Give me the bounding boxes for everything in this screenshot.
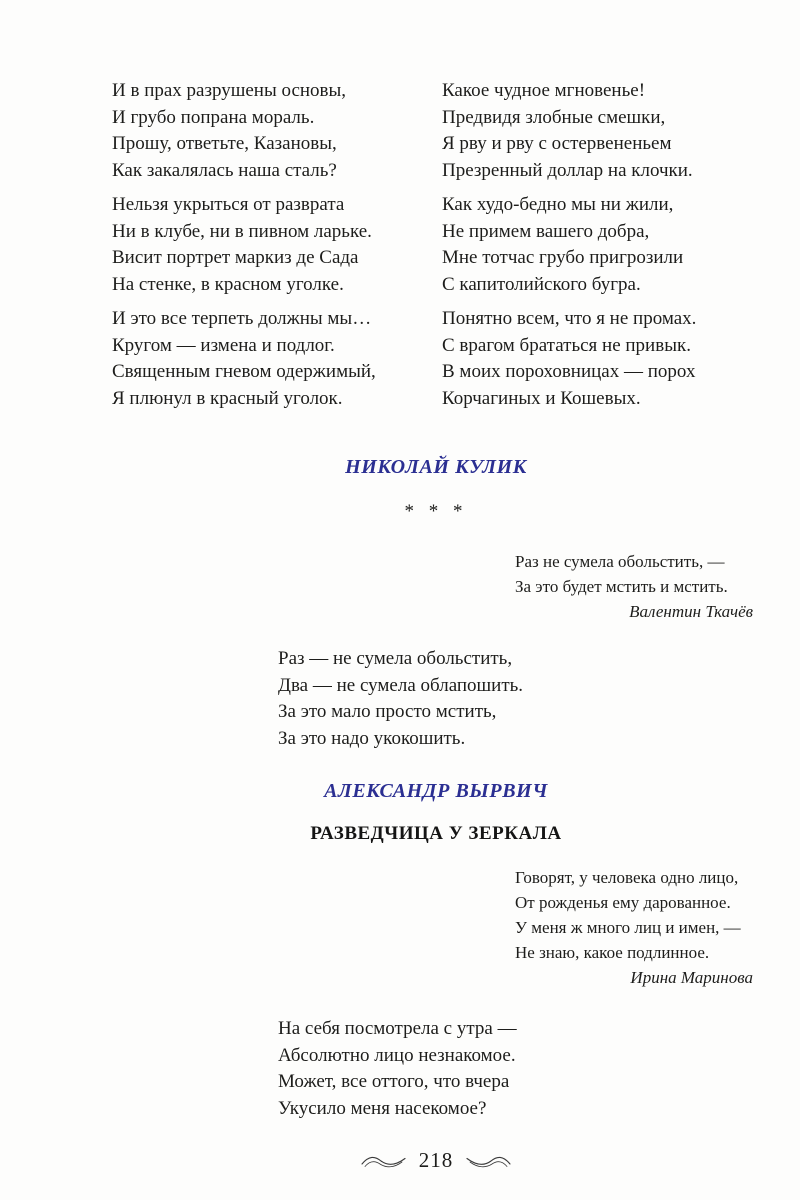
poem-line: И это все терпеть должны мы… xyxy=(112,308,372,329)
poem-line: Какое чудное мгновенье! xyxy=(442,80,646,101)
author-heading: НИКОЛАЙ КУЛИК xyxy=(345,456,527,478)
poem-line: За это мало просто мстить, xyxy=(278,701,497,722)
epigraph-line: Говорят, у человека одно лицо, xyxy=(515,868,739,887)
author-heading: АЛЕКСАНДР ВЫРВИЧ xyxy=(324,780,548,802)
poem-line: Как худо-бедно мы ни жили, xyxy=(442,194,674,215)
poem-line: Презренный доллар на клочки. xyxy=(442,159,693,181)
epigraph xyxy=(515,865,753,990)
poem-line: Ни в клубе, ни в пивном ларьке. xyxy=(112,220,372,242)
poem-line: С капитолийского бугра. xyxy=(442,273,641,295)
poem-line: Висит портрет маркиз де Сада xyxy=(112,247,359,268)
poem-line: Два — не сумела облапошить. xyxy=(278,674,524,696)
poem-line: И в прах разрушены основы, xyxy=(112,80,347,101)
poem-line: На стенке, в красном уголке. xyxy=(112,273,344,295)
epigraph-attribution: Ирина Маринова xyxy=(630,968,753,987)
epigraph-line: От рожденья ему дарованное. xyxy=(515,893,731,912)
epigraph-lines xyxy=(515,865,753,965)
poem-line: Не примем вашего добра, xyxy=(442,220,650,242)
poem-stanza xyxy=(278,646,760,752)
poem-line: Раз — не сумела обольстить, xyxy=(278,648,513,669)
flourish-left-icon xyxy=(361,1153,407,1169)
two-column-poem xyxy=(112,78,760,420)
poem-line: Кругом — измена и подлог. xyxy=(112,334,335,356)
untitled-poem-marker: * * * xyxy=(404,501,468,522)
poem-line: Абсолютно лицо незнакомое. xyxy=(278,1044,516,1066)
epigraph-line: Раз не сумела обольстить, — xyxy=(515,552,725,571)
poem-line: Прошу, ответьте, Казановы, xyxy=(112,133,337,154)
poem-column-left xyxy=(112,78,442,420)
stanza xyxy=(442,306,760,412)
flourish-right-icon xyxy=(465,1153,511,1169)
poem-line: Как закалялась наша сталь? xyxy=(112,159,337,181)
poem-line: С врагом брататься не привык. xyxy=(442,334,691,356)
epigraph-attribution: Валентин Ткачёв xyxy=(629,602,753,621)
poem-line: Священным гневом одержимый, xyxy=(112,361,376,382)
epigraph-lines xyxy=(515,549,753,599)
stanza xyxy=(112,78,442,184)
poem-line: Понятно всем, что я не промах. xyxy=(442,308,697,329)
stanza xyxy=(442,192,760,298)
poem-line: Я рву и рву с остервененьем xyxy=(442,133,672,154)
poem-line: И грубо попрана мораль. xyxy=(112,106,315,128)
stanza xyxy=(112,192,442,298)
section-kulik xyxy=(112,456,760,752)
poem-line: Может, все оттого, что вчера xyxy=(278,1071,510,1092)
poem-line: За это надо укокошить. xyxy=(278,727,466,749)
epigraph-line: За это будет мстить и мстить. xyxy=(515,577,728,596)
section-vyrvich xyxy=(112,780,760,1122)
epigraph-line: У меня ж много лиц и имен, — xyxy=(515,918,741,937)
poem-line: Мне тотчас грубо пригрозили xyxy=(442,247,684,268)
epigraph-line: Не знаю, какое подлинное. xyxy=(515,943,710,962)
page-number: 218 xyxy=(418,1148,454,1172)
stanza xyxy=(112,306,442,412)
stanza xyxy=(442,78,760,184)
poem-line: В моих пороховницах — порох xyxy=(442,361,696,382)
poem-stanza xyxy=(278,1016,760,1122)
epigraph xyxy=(515,549,753,624)
poem-line: Укусило меня насекомое? xyxy=(278,1097,487,1119)
poem-line: Корчагиных и Кошевых. xyxy=(442,387,641,409)
poem-column-right xyxy=(442,78,760,420)
poem-line: На себя посмотрела с утра — xyxy=(278,1018,517,1039)
poem-line: Предвидя злобные смешки, xyxy=(442,106,666,128)
page-content xyxy=(112,78,760,1173)
page-footer xyxy=(112,1148,760,1173)
poem-line: Нельзя укрыться от разврата xyxy=(112,194,345,215)
poem-line: Я плюнул в красный уголок. xyxy=(112,387,343,409)
poem-title: РАЗВЕДЧИЦА У ЗЕРКАЛА xyxy=(310,823,562,844)
